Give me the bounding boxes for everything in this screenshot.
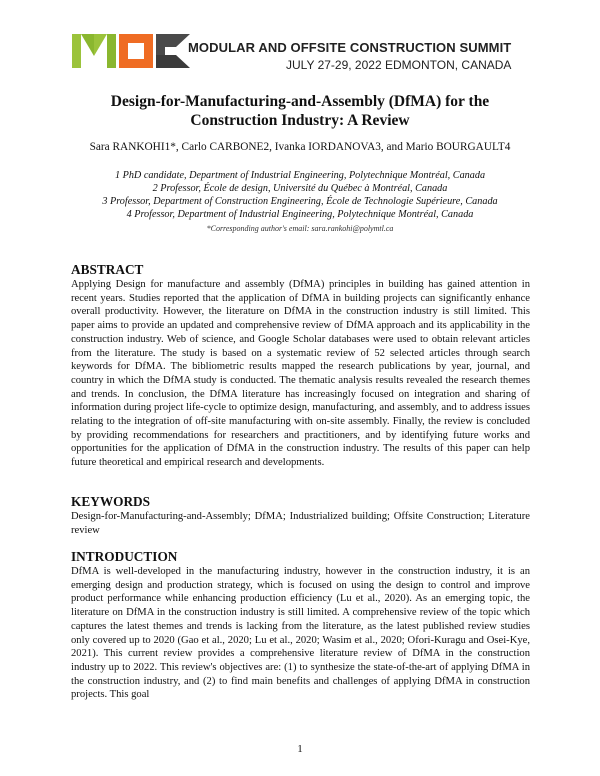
- corresponding-author-email: *Corresponding author's email: sara.rankohi@polymtl.ca: [206, 224, 394, 233]
- logo-c-spine: [156, 47, 165, 55]
- keywords-text: Design-for-Manufacturing-and-Assembly; DfMA; Industrialized building; Offsite Construction; Literature review: [71, 511, 530, 536]
- logo-c-bottom: [156, 55, 190, 68]
- affiliation-1: 1 PhD candidate, Department of Industrial Engineering, Polytechnique Montréal, Canada: [114, 170, 486, 181]
- logo-m-left-triangle: [81, 34, 94, 56]
- page-number: 1: [297, 743, 303, 755]
- affiliation-2: 2 Professor, École de design, Université du Québec à Montréal, Canada: [152, 183, 448, 194]
- introduction-text: DfMA is well-developed in the manufacturing industry, however in the construction industry, it is an emerging design and production strategy, which is focused on using the design to control and improve product performance while enhancing production efficiency (Lu et al., 2020). As an emerging topic, the literature on DfMA in the construction industry is still limited. A comprehensive review of the topic which captures the latest themes and trends is lacking from the literature, as the latest published review studies only covered up to 2020 (Gao et al., 2020; Lu et al., 2020; Wasim et al., 2020; Ofori-Kuragu and Osei-Kye, 2021). This current review provides a comprehensive literature review of DfMA in the construction industry up to 2022. This review's objectives are: (1) to synthesize the state-of-the-art of applying DfMA in the construction industry, and (2) to find main benefits and challenges of applying DfMA in construction projects. This goal: [71, 566, 530, 701]
- keywords-heading: KEYWORDS: [71, 494, 151, 509]
- abstract-text: Applying Design for manufacture and assembly (DfMA) principles in building has gained attention in recent years. Studies reported that the application of DfMA in building projects can significantly enhance overall productivity. However, the literature on DfMA in the construction industry is still limited. This paper aims to provide an updated and comprehensive review of DfMA approach and its applicability in the construction industry. Web of science, and Google Scholar databases were used to obtain relevant articles from the literature. The study is based on a systematic review of 52 selected articles through search keywords for DfMA. The bibliometric results mapped the research publications by year, journal, and country in which the DfMA study is conducted. The thematic analysis results revealed the research themes and trends. In conclusion, the DfMA literature has increasingly focused on integration and sharing of information during project life-cycle to optimize design, manufacturing, and assembly, and to address issues relating to the integration of off-site manufacturing with on-site assembly. Finally, the review is concluded by providing recommendations for researchers and practitioners, and by identifying future works and opportunities for the application of DfMA in the construction industry. The results of this paper can help future theoretical and empirical research and developments.: [71, 279, 530, 469]
- logo-m-right-triangle: [94, 34, 107, 56]
- paper-title-line-1: Design-for-Manufacturing-and-Assembly (DfMA) for the: [110, 93, 490, 110]
- logo-letter-c: [156, 34, 190, 68]
- logo-letter-m: [72, 34, 116, 68]
- author-list: Sara RANKOHI1*, Carlo CARBONE2, Ivanka IORDANOVA3, and Mario BOURGAULT4: [89, 141, 511, 153]
- logo-c-top: [156, 34, 190, 47]
- moc-summit-logo: [72, 31, 190, 71]
- affiliation-3: 3 Professor, Department of Construction Engineering, École de Technologie Supérieure, Canada: [102, 196, 498, 207]
- abstract-heading: ABSTRACT: [71, 262, 144, 277]
- affiliation-4: 4 Professor, Department of Industrial Engineering, Polytechnique Montréal, Canada: [126, 209, 474, 220]
- paper-title-line-2: Construction Industry: A Review: [190, 112, 410, 129]
- paper-title: [60, 92, 540, 130]
- logo-m-right-bar: [107, 34, 116, 68]
- conference-dates: JULY 27-29, 2022 EDMONTON, CANADA: [286, 58, 512, 72]
- logo-o-hole: [128, 43, 144, 59]
- conference-name: MODULAR AND OFFSITE CONSTRUCTION SUMMIT: [188, 40, 512, 55]
- introduction-heading: INTRODUCTION: [71, 549, 178, 564]
- logo-letter-o: [119, 34, 153, 68]
- logo-m-left-bar: [72, 34, 81, 68]
